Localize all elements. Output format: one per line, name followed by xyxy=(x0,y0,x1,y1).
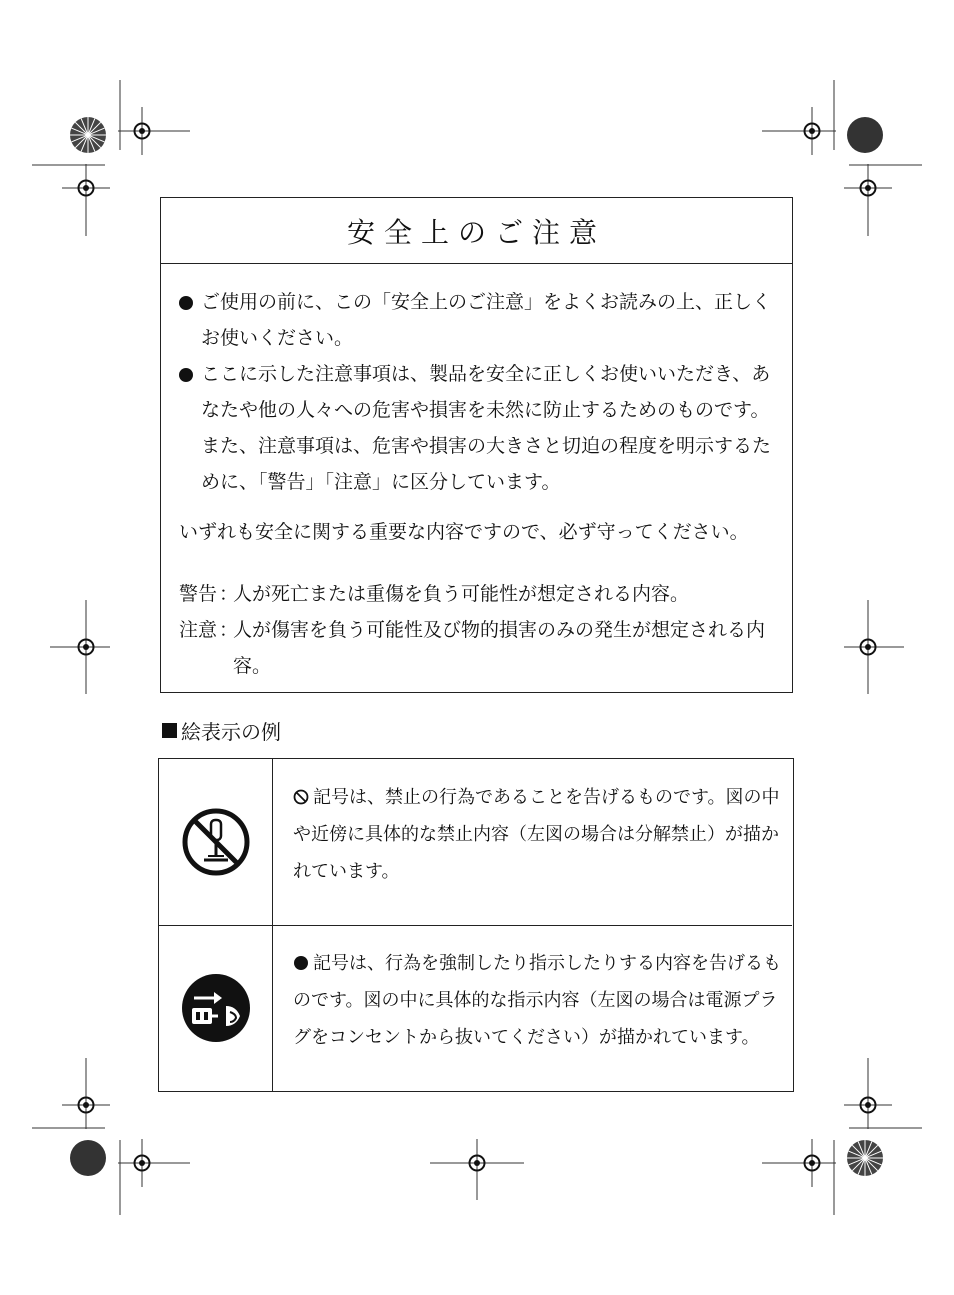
definition-desc: 人が傷害を負う可能性及び物的損害のみの発生が想定される内容。 xyxy=(233,619,766,677)
example-text xyxy=(293,945,781,1056)
square-bullet-icon xyxy=(162,723,177,738)
safety-notice-box xyxy=(160,197,793,693)
definitions-list xyxy=(179,576,779,684)
bullet-item xyxy=(179,356,779,500)
example-text xyxy=(293,779,781,890)
definition-warning xyxy=(179,576,779,612)
definition-caution xyxy=(179,612,779,684)
bullet-text: ご使用の前に、この「安全上のご注意」をよくお読みの上、正しくお使いください。 xyxy=(201,291,772,349)
unplug-icon xyxy=(180,972,252,1044)
intro-bullets xyxy=(179,284,779,500)
example-heading xyxy=(162,716,281,745)
table-row xyxy=(159,759,792,926)
icon-cell xyxy=(159,759,273,925)
instruction-symbol-icon xyxy=(293,955,309,971)
example-description: 記号は、行為を強制したり指示したりする内容を告げるものです。図の中に具体的な指示内容（左図の場合は電源プラグをコンセントから抜いてください）が描かれています。 xyxy=(293,953,781,1048)
table-row xyxy=(159,925,792,1091)
definition-term: 警告 xyxy=(179,583,218,605)
icon-cell xyxy=(159,925,273,1091)
bullet-icon xyxy=(179,368,193,382)
prohibition-symbol-icon xyxy=(293,789,309,805)
no-disassembly-icon xyxy=(180,806,252,878)
pictogram-example-table xyxy=(158,758,794,1092)
definition-colon: ： xyxy=(219,619,239,641)
notice-text: いずれも安全に関する重要な内容ですので、必ず守ってください。 xyxy=(179,521,749,543)
definition-term: 注意 xyxy=(179,619,218,641)
example-heading-text: 絵表示の例 xyxy=(181,720,281,744)
safety-title-bar xyxy=(161,198,792,264)
bullet-item xyxy=(179,284,779,356)
bullet-text: ここに示した注意事項は、製品を安全に正しくお使いいただき、あなたや他の人々への危害や損害を未然に防止するためのものです。また、注意事項は、危害や損害の大きさと切迫の程度を明示するために、「警告」「注意」に区分しています。 xyxy=(201,363,772,493)
definition-colon: ： xyxy=(219,583,239,605)
example-description: 記号は、禁止の行為であることを告げるものです。図の中や近傍に具体的な禁止内容（左図の場合は分解禁止）が描かれています。 xyxy=(293,787,780,882)
page-title: 安全上のご注意 xyxy=(346,215,606,249)
bullet-icon xyxy=(179,296,193,310)
definition-desc: 人が死亡または重傷を負う可能性が想定される内容。 xyxy=(233,583,690,605)
